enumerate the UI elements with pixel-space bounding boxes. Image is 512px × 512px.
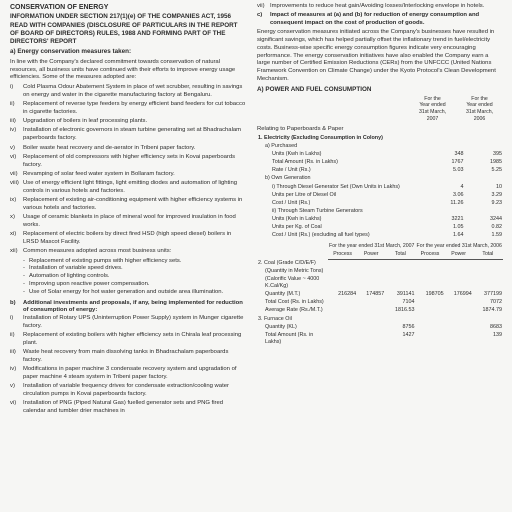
measure-item bbox=[10, 154, 247, 170]
item-text: Boiler waste heat recovery and de-aerator in Tribeni paper factory. bbox=[23, 144, 196, 151]
item-number: xii) bbox=[10, 248, 18, 255]
value-cell bbox=[473, 267, 503, 275]
row-label: Cost / Unit (Rs.) bbox=[272, 199, 311, 206]
table-row bbox=[257, 232, 503, 240]
value-cell bbox=[385, 259, 415, 267]
value-cell bbox=[473, 275, 503, 290]
table-row bbox=[257, 323, 503, 331]
item-text: Installation of variable frequency drives for condensate extraction/cooling water circulation pumps in Kovai paperboards factory. bbox=[23, 383, 229, 398]
blank-cell bbox=[257, 243, 328, 251]
current-year-value: 3.06 bbox=[453, 191, 464, 198]
table-row bbox=[257, 199, 503, 207]
row-label: ii) Through Steam Turbine Generators bbox=[272, 207, 363, 214]
previous-year-header bbox=[456, 95, 503, 123]
table-row bbox=[257, 291, 503, 299]
item-text: Installation of variable speed drives. bbox=[29, 265, 123, 272]
section-c-number: c) bbox=[257, 12, 263, 19]
bullet-dash: - bbox=[23, 281, 25, 288]
previous-year-value bbox=[465, 142, 504, 150]
item-text: Modifications in paper machine 3 condensate recovery system and upgradation of paper machine 4 steam system in Tribeni paper factory. bbox=[23, 366, 237, 381]
current-year-value bbox=[423, 134, 465, 142]
item-text: Replacement of existing pumps with higher efficiency sets. bbox=[29, 257, 182, 264]
item-text: Improving upon reactive power compensation. bbox=[29, 281, 150, 288]
table-row bbox=[257, 267, 503, 275]
row-label: Units (Kwh in Lakhs) bbox=[272, 216, 322, 223]
value-cell bbox=[445, 299, 473, 307]
year-header-table bbox=[257, 95, 503, 123]
common-measure-item bbox=[23, 281, 247, 289]
measure-item bbox=[10, 214, 247, 230]
table-row bbox=[257, 216, 503, 224]
value-cell: 391141 bbox=[396, 291, 415, 298]
proposal-item bbox=[10, 366, 247, 382]
table-row bbox=[257, 134, 503, 142]
item-number: vii) bbox=[10, 170, 18, 177]
proposal-item bbox=[10, 332, 247, 348]
value-cell bbox=[415, 267, 444, 275]
item-number: vi) bbox=[10, 153, 17, 160]
section-a-title: a) Energy conservation measures taken: bbox=[10, 48, 132, 56]
item-text: Upgradation of boilers in leaf processing plants. bbox=[23, 118, 148, 125]
value-cell bbox=[328, 331, 357, 346]
value-cell bbox=[328, 315, 357, 323]
current-year-header bbox=[409, 95, 456, 123]
statutory-intro: INFORMATION UNDER SECTION 217(1)(e) OF THE COMPANIES ACT, 1956 READ WITH COMPANIES (DISCLOSURE OF PARTICULARS IN THE REPORT OF BOARD OF DIRECTORS) RULES, 1988 AND FORMING PART OF THE DIRECTORS' REPORT bbox=[10, 13, 238, 46]
left-column bbox=[10, 3, 247, 418]
item-text: Waste heat recovery from main dissolving tanks in Bhadrachalam paperboards factory. bbox=[23, 349, 229, 364]
measure-item bbox=[10, 231, 247, 247]
value-cell: 1816.53 bbox=[394, 307, 415, 314]
header-line: 2006 bbox=[473, 116, 486, 123]
measure-item bbox=[10, 197, 247, 213]
value-cell: 7072 bbox=[490, 299, 502, 306]
item-number: v) bbox=[10, 383, 15, 390]
value-cell bbox=[357, 331, 385, 346]
item-number: ix) bbox=[10, 197, 17, 204]
value-cell: 139 bbox=[493, 331, 502, 338]
previous-year-header: For the year ended 31st March, 2006 bbox=[416, 243, 502, 250]
proposal-item bbox=[10, 315, 247, 331]
row-label: Total Amount (Rs. in Lakhs) bbox=[272, 159, 338, 166]
header-line: 31st March, bbox=[465, 109, 494, 116]
row-label: (Quantity in Metric Tons) bbox=[265, 267, 324, 274]
previous-year-value: 3.29 bbox=[491, 191, 502, 198]
value-cell bbox=[445, 259, 473, 267]
row-label: Quantity (M.T.) bbox=[265, 291, 301, 298]
previous-year-value: 1985 bbox=[490, 159, 502, 166]
row-label: i) Through Diesel Generator Set (Own Units in Lakhs) bbox=[272, 183, 400, 190]
table-row bbox=[257, 307, 503, 315]
column-header: Total bbox=[473, 251, 503, 259]
measure-item bbox=[10, 248, 247, 256]
table-row bbox=[257, 224, 503, 232]
column-header: Process bbox=[328, 251, 357, 259]
header-line: Year ended bbox=[419, 102, 446, 109]
current-year-header: For the year ended 31st March, 2007 bbox=[329, 243, 415, 250]
value-cell bbox=[357, 259, 385, 267]
measure-item bbox=[10, 101, 247, 117]
bullet-dash: - bbox=[23, 273, 25, 280]
item-vii bbox=[257, 3, 503, 11]
measure-item bbox=[10, 171, 247, 179]
value-cell bbox=[415, 299, 444, 307]
item-text: Installation of electronic governors in steam turbine generating set at Bhadrachalam paperboards factory. bbox=[23, 127, 242, 142]
value-cell: 1874.79 bbox=[482, 307, 502, 314]
bullet-dash: - bbox=[23, 257, 25, 264]
item-number: iv) bbox=[10, 366, 17, 373]
section-b-title: Additional investments and proposals, if any, being implemented for reduction of consumption of energy: bbox=[23, 299, 243, 314]
common-measure-item bbox=[23, 258, 247, 266]
value-cell bbox=[445, 323, 473, 331]
item-text: Replacement of old compressors with higher efficiency sets in Kovai paperboards factory. bbox=[23, 153, 236, 168]
table-row bbox=[257, 259, 503, 267]
electricity-table bbox=[257, 134, 503, 240]
fuel-table bbox=[257, 243, 503, 347]
value-cell bbox=[357, 267, 385, 275]
item-number: x) bbox=[10, 214, 15, 221]
row-label: 2. Coal (Grade C/D/E/F) bbox=[258, 259, 316, 266]
item-text: Revamping of solar feed water system in Bollaram factory. bbox=[23, 170, 175, 177]
item-number: iv) bbox=[10, 127, 17, 134]
table-row bbox=[257, 159, 503, 167]
item-number: i) bbox=[10, 315, 14, 322]
item-text: Cold Plasma Odour Abatement System in place of wet scrubber, resulting in savings on energy and water in the cigarette manufacturing factory at Bengaluru. bbox=[23, 84, 243, 98]
previous-year-value: 1.59 bbox=[491, 232, 502, 239]
value-cell bbox=[328, 267, 357, 275]
value-cell bbox=[328, 299, 357, 307]
item-number: vi) bbox=[10, 400, 17, 407]
item-text: Replacement of existing boilers with higher efficiency sets in Chirala leaf processing plant. bbox=[23, 332, 242, 346]
value-cell bbox=[473, 315, 503, 323]
form-a-title: A) POWER AND FUEL CONSUMPTION bbox=[257, 85, 372, 93]
table-row bbox=[257, 183, 503, 191]
row-label: Units per Litre of Diesel Oil bbox=[272, 191, 337, 198]
item-number: xi) bbox=[10, 231, 17, 238]
value-cell bbox=[385, 267, 415, 275]
item-number: iii) bbox=[10, 349, 16, 356]
section-b-heading bbox=[10, 300, 247, 316]
item-number: vii) bbox=[257, 3, 265, 9]
current-year-value: 1.05 bbox=[453, 224, 464, 231]
item-text: Usage of ceramic blankets in place of mineral wool for improved insulation in food works. bbox=[23, 214, 236, 229]
header-line: Year ended bbox=[466, 102, 493, 109]
row-label: Cost / Unit (Rs.) (excluding all fuel types) bbox=[272, 232, 370, 239]
table-row bbox=[257, 275, 503, 290]
previous-year-value: 0.82 bbox=[491, 224, 502, 231]
value-cell bbox=[328, 307, 357, 315]
header-line: For the bbox=[424, 95, 441, 102]
measure-item bbox=[10, 145, 247, 153]
item-text: Replacement of electric boilers by direct fired HSD (high speed diesel) boilers in LRSD Mascot Facility. bbox=[23, 231, 232, 246]
table-row bbox=[257, 331, 503, 346]
value-cell bbox=[357, 299, 385, 307]
impact-paragraph: Energy conservation measures initiated across the Company's businesses have resulted in significant savings, which has helped partially offset the inflationary trend in fuel/electricity costs. Business-wise specific energy consumption figures indicate very encouraging performance. The energy conservation initiatives have also enabled the Company earn a large number of Certified Emission Reductions (CERs) from the UNFCCC (United Nations Framework Convention on Climate Change) under the Kyoto Protocol's Clean Development Mechanism. bbox=[257, 29, 496, 83]
table-caption: Relating to Paperboards & Paper bbox=[257, 125, 344, 132]
bullet-dash: - bbox=[23, 288, 25, 295]
value-cell bbox=[328, 259, 357, 267]
value-cell: 1427 bbox=[402, 331, 415, 338]
value-cell bbox=[357, 315, 385, 323]
value-cell: 174857 bbox=[366, 291, 385, 298]
row-label: 3. Furnace Oil bbox=[258, 315, 292, 322]
value-cell bbox=[415, 323, 444, 331]
value-cell: 176994 bbox=[453, 291, 472, 298]
item-number: ii) bbox=[10, 101, 15, 108]
previous-year-value: 5.25 bbox=[491, 167, 502, 174]
item-text: Improvements to reduce heat gain/Avoiding losses/Interlocking envelope in hotels. bbox=[270, 3, 485, 9]
row-label: Total Amount (Rs. in Lakhs) bbox=[265, 331, 314, 345]
item-number: i) bbox=[10, 84, 14, 91]
value-cell bbox=[328, 275, 357, 290]
value-cell bbox=[473, 259, 503, 267]
measure-item bbox=[10, 84, 247, 100]
section-b-number: b) bbox=[10, 299, 16, 306]
right-column bbox=[257, 3, 503, 347]
table-row bbox=[257, 142, 503, 150]
column-header: Power bbox=[445, 251, 473, 259]
table-header-row bbox=[257, 243, 503, 251]
measure-item bbox=[10, 127, 247, 143]
item-text: Installation of Rotary UPS (Uninterruption Power Supply) system in Munger cigarette factory. bbox=[23, 315, 244, 329]
value-cell: 216284 bbox=[338, 291, 357, 298]
section-title: CONSERVATION OF ENERGY bbox=[10, 4, 109, 11]
section-c-heading bbox=[257, 12, 503, 28]
current-year-value: 3221 bbox=[451, 216, 464, 223]
measure-item bbox=[10, 118, 247, 126]
common-measure-item bbox=[23, 265, 247, 273]
item-text: Common measures adopted across most business units: bbox=[23, 248, 172, 255]
current-year-value bbox=[423, 207, 465, 215]
row-label: Rate / Unit (Rs.) bbox=[272, 167, 311, 174]
row-label: b) Own Generation bbox=[265, 175, 311, 182]
value-cell bbox=[445, 331, 473, 346]
row-label: Units per Kg. of Coal bbox=[272, 224, 322, 231]
item-text: Use of Solar energy for hot water generation and outside area illumination. bbox=[29, 288, 224, 295]
proposal-item bbox=[10, 383, 247, 399]
row-label: Average Rate (Rs./M.T.) bbox=[265, 307, 323, 314]
current-year-value: 4 bbox=[460, 183, 464, 190]
current-year-value: 1.64 bbox=[453, 232, 464, 239]
column-header: Power bbox=[357, 251, 385, 259]
header-line: For the bbox=[471, 95, 488, 102]
row-label: Quantity (KL) bbox=[265, 323, 297, 330]
row-label: (Calorific Value ~ 4000 K.Cal/Kg) bbox=[265, 275, 320, 290]
value-cell bbox=[415, 259, 444, 267]
table-header-row bbox=[257, 251, 503, 259]
table-row bbox=[257, 167, 503, 175]
common-measures-list bbox=[10, 258, 247, 297]
blank-cell bbox=[257, 251, 328, 259]
table-row bbox=[257, 151, 503, 159]
row-label: Total Cost (Rs. in Lakhs) bbox=[265, 299, 324, 306]
item-number: iii) bbox=[10, 118, 16, 125]
previous-year-value bbox=[465, 175, 504, 183]
row-label: 1. Electricity (Excluding Consumption in Colony) bbox=[258, 134, 383, 141]
current-year-value bbox=[423, 142, 465, 150]
row-label: a) Purchased bbox=[265, 142, 298, 149]
value-cell bbox=[357, 275, 385, 290]
previous-year-value bbox=[465, 207, 504, 215]
current-year-value: 11.26 bbox=[450, 199, 464, 206]
section-a-paragraph: In line with the Company's declared commitment towards conservation of natural resources, all business units have continued with their efforts to improve energy usage efficiencies. Some of the measures adopted are: bbox=[10, 58, 236, 81]
value-cell: 198705 bbox=[425, 291, 444, 298]
previous-year-value: 9.23 bbox=[491, 199, 502, 206]
common-measure-item bbox=[23, 289, 247, 297]
value-cell: 8683 bbox=[490, 323, 502, 330]
previous-year-value: 10 bbox=[496, 183, 502, 190]
item-text: Installation of PNG (Piped Natural Gas) fuelled generator sets and PNG fired calendar and tumbler drier machines in bbox=[23, 400, 224, 415]
proposal-item bbox=[10, 400, 247, 416]
item-text: Replacement of existing air-conditioning equipment with higher efficiency systems in various hotels and factories. bbox=[23, 197, 243, 211]
item-number: ii) bbox=[10, 332, 15, 339]
previous-year-value bbox=[465, 134, 504, 142]
value-cell bbox=[415, 331, 444, 346]
row-label: Units (Kwh in Lakhs) bbox=[272, 151, 322, 158]
previous-year-value: 395 bbox=[493, 151, 502, 158]
column-header: Process bbox=[415, 251, 444, 259]
section-c-title: Impact of measures at (a) and (b) for reduction of energy consumption and consequent impact on the cost of production of goods. bbox=[270, 12, 480, 27]
table-row bbox=[257, 315, 503, 323]
value-cell bbox=[415, 307, 444, 315]
bullet-dash: - bbox=[23, 265, 25, 272]
current-year-value: 348 bbox=[454, 151, 464, 158]
value-cell bbox=[415, 275, 444, 290]
value-cell bbox=[415, 315, 444, 323]
current-year-value bbox=[423, 175, 465, 183]
header-line: 31st March, bbox=[418, 109, 447, 116]
column-header: Total bbox=[385, 251, 415, 259]
current-year-value: 1767 bbox=[451, 159, 464, 166]
header-line: 2007 bbox=[426, 116, 439, 123]
value-cell bbox=[385, 275, 415, 290]
table-row bbox=[257, 191, 503, 199]
table-row bbox=[257, 207, 503, 215]
value-cell bbox=[445, 275, 473, 290]
value-cell bbox=[357, 307, 385, 315]
value-cell: 8756 bbox=[402, 323, 415, 330]
proposal-item bbox=[10, 349, 247, 365]
item-number: v) bbox=[10, 144, 15, 151]
table-row bbox=[257, 175, 503, 183]
value-cell bbox=[445, 307, 473, 315]
measure-item bbox=[10, 180, 247, 196]
common-measure-item bbox=[23, 273, 247, 281]
measures-list bbox=[10, 84, 247, 256]
item-number: viii) bbox=[10, 180, 19, 187]
value-cell bbox=[445, 315, 473, 323]
value-cell bbox=[357, 323, 385, 331]
value-cell: 7104 bbox=[402, 299, 415, 306]
value-cell bbox=[445, 267, 473, 275]
value-cell: 377199 bbox=[484, 291, 502, 298]
value-cell bbox=[328, 323, 357, 331]
table-row bbox=[257, 299, 503, 307]
proposals-list bbox=[10, 315, 247, 416]
previous-year-value: 3244 bbox=[490, 216, 502, 223]
item-text: Use of energy efficient light fittings, light emitting diodes and automation of lighting controls in various hotels and factories. bbox=[23, 180, 238, 194]
value-cell bbox=[385, 315, 415, 323]
item-text: Automation of lighting controls. bbox=[29, 273, 110, 280]
current-year-value: 5.03 bbox=[453, 167, 464, 174]
item-text: Replacement of reverse type feeders by energy efficient band feeders for cut tobacco in cigarette factories. bbox=[23, 101, 246, 115]
